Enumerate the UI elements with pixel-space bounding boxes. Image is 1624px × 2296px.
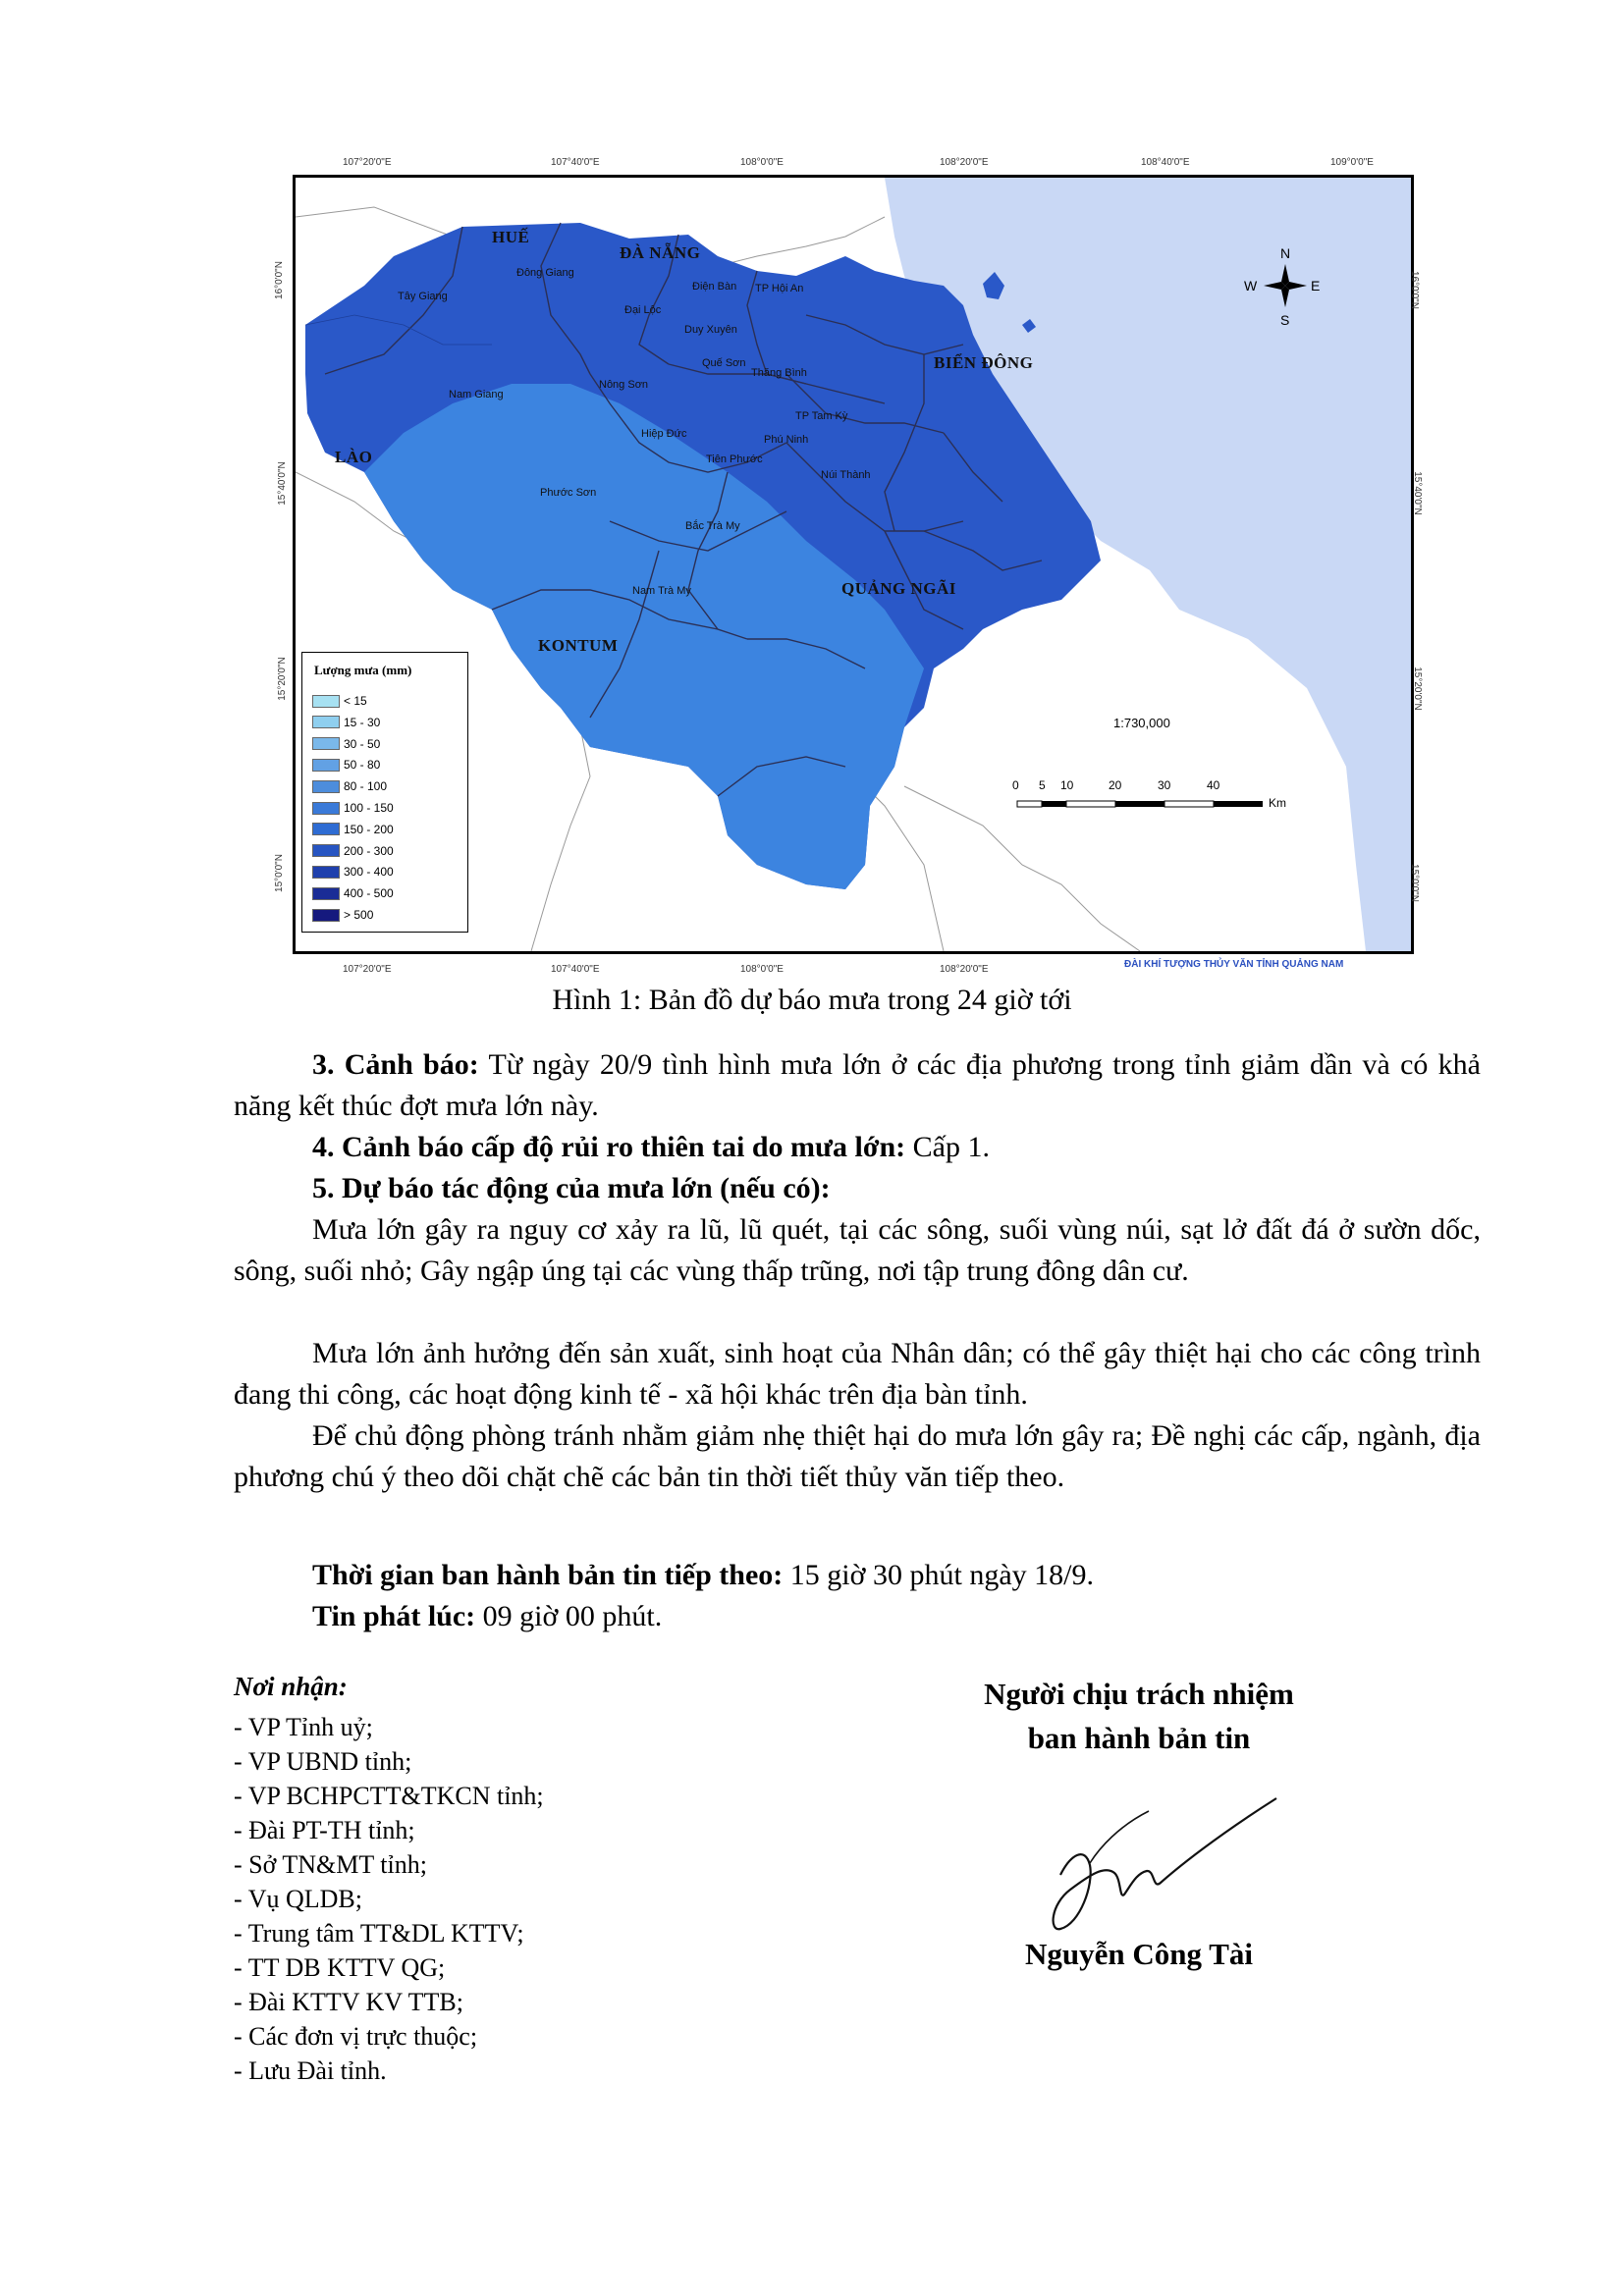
district-nong-son: Nông Sơn <box>599 379 649 391</box>
scale-tick-20: 20 <box>1109 778 1122 792</box>
district-phuoc-son: Phước Sơn <box>540 487 597 499</box>
legend-item <box>312 906 373 924</box>
section-4-text: Cấp 1. <box>905 1131 990 1163</box>
legend-label: < 15 <box>344 694 367 708</box>
district-nam-giang: Nam Giang <box>449 389 504 400</box>
scale-unit: Km <box>1269 796 1286 810</box>
section-4-label: 4. Cảnh báo cấp độ rủi ro thiên tai do mưa lớn: <box>312 1131 906 1163</box>
coord-right-1: 16°0'0"N <box>1408 271 1420 309</box>
section-5 <box>234 1168 1481 1209</box>
recipients-list <box>234 1710 544 2088</box>
region-da-nang: ĐÀ NẴNG <box>620 243 701 262</box>
coord-right-4: 15°0'0"N <box>1408 864 1420 902</box>
signer-title-line1: Người chịu trách nhiệm <box>984 1677 1294 1711</box>
district-dai-loc: Đại Lộc <box>624 304 662 316</box>
district-duy-xuyen: Duy Xuyên <box>684 324 737 336</box>
legend-label: 200 - 300 <box>344 843 394 858</box>
compass-e: E <box>1311 278 1321 294</box>
legend-swatch <box>312 716 340 728</box>
coord-left-1: 16°0'0"N <box>273 261 285 299</box>
coord-bottom-3: 108°0'0"E <box>740 964 784 975</box>
section-3 <box>234 1044 1481 1127</box>
next-bulletin-label: Thời gian ban hành bản tin tiếp theo: <box>312 1559 784 1591</box>
legend-label: 80 - 100 <box>344 779 388 794</box>
legend-item <box>312 821 394 838</box>
compass-s: S <box>1280 312 1290 328</box>
recipient-item: - Vụ QLDB; <box>234 1885 362 1913</box>
district-tay-giang: Tây Giang <box>398 291 448 302</box>
signer-name: Nguyễn Công Tài <box>1025 1937 1253 1971</box>
impact-paragraph-2: Mưa lớn ảnh hưởng đến sản xuất, sinh hoạt của Nhân dân; có thể gây thiệt hại cho các công trình đang thi công, các hoạt động kinh tế - xã hội khác trên địa bàn tỉnh. <box>234 1337 1481 1411</box>
section-3-label: 3. Cảnh báo: <box>312 1048 479 1081</box>
legend-swatch <box>312 695 340 708</box>
recipient-item: - Đài KTTV KV TTB; <box>234 1988 463 2016</box>
legend-item <box>312 863 394 881</box>
coord-bottom-1: 107°20'0"E <box>343 964 392 975</box>
coord-top-5: 108°40'0"E <box>1141 157 1190 168</box>
coord-top-1: 107°20'0"E <box>343 157 392 168</box>
district-thang-binh: Thăng Bình <box>751 367 807 379</box>
issued-at-value: 09 giờ 00 phút. <box>475 1600 663 1632</box>
section-5-label: 5. Dự báo tác động của mưa lớn (nếu có): <box>312 1172 831 1204</box>
region-lao: LÀO <box>335 448 373 466</box>
legend-swatch <box>312 823 340 835</box>
recipient-item: - Trung tâm TT&DL KTTV; <box>234 1919 524 1948</box>
legend-swatch <box>312 909 340 922</box>
district-bac-tra-my: Bắc Trà My <box>685 520 740 532</box>
map-credit: ĐÀI KHÍ TƯỢNG THỦY VĂN TỈNH QUẢNG NAM <box>1124 959 1344 970</box>
figure-caption: Hình 1: Bản đồ dự báo mưa trong 24 giờ tới <box>552 984 1072 1016</box>
coord-top-2: 107°40'0"E <box>551 157 600 168</box>
legend-swatch <box>312 887 340 900</box>
coord-top-3: 108°0'0"E <box>740 157 784 168</box>
recipient-item: - Đài PT-TH tỉnh; <box>234 1816 415 1844</box>
legend-label: 400 - 500 <box>344 886 394 901</box>
scale-tick-10: 10 <box>1060 778 1074 792</box>
rainfall-forecast-map <box>293 175 1414 954</box>
impact-paragraph-3: Để chủ động phòng tránh nhằm giảm nhẹ thiệt hại do mưa lớn gây ra; Đề nghị các cấp, ngành, địa phương chú ý theo dõi chặt chẽ các bản tin thời tiết thủy văn tiếp theo. <box>234 1419 1481 1493</box>
legend-label: 50 - 80 <box>344 758 381 773</box>
scale-tick-30: 30 <box>1158 778 1171 792</box>
scale-tick-0: 0 <box>1012 778 1019 792</box>
recipient-item: - TT DB KTTV QG; <box>234 1953 446 1982</box>
scale-tick-40: 40 <box>1207 778 1220 792</box>
district-nam-tra-my: Nam Trà My <box>632 585 691 597</box>
district-hiep-duc: Hiệp Đức <box>641 428 687 440</box>
legend-swatch <box>312 802 340 815</box>
scale-bar <box>1017 801 1263 807</box>
legend-title: Lượng mưa (mm) <box>314 663 412 677</box>
legend-swatch <box>312 844 340 857</box>
legend-label: 300 - 400 <box>344 865 394 880</box>
compass-n: N <box>1280 245 1291 261</box>
section-4 <box>234 1127 1481 1168</box>
recipient-item: - VP Tỉnh uỷ; <box>234 1713 373 1741</box>
region-hue: HUẾ <box>492 228 530 246</box>
legend-label: 30 - 50 <box>344 736 381 751</box>
legend-item <box>312 842 394 860</box>
issued-at-label: Tin phát lúc: <box>312 1600 476 1632</box>
district-dien-ban: Điện Bàn <box>692 281 737 293</box>
legend-item <box>312 884 394 902</box>
legend-label: 15 - 30 <box>344 715 381 729</box>
district-nui-thanh: Núi Thành <box>821 469 871 481</box>
recipient-item: - Các đơn vị trực thuộc; <box>234 2022 478 2051</box>
district-dong-giang: Đông Giang <box>516 267 574 279</box>
compass-w: W <box>1244 278 1258 294</box>
coord-top-4: 108°20'0"E <box>940 157 989 168</box>
legend-item <box>312 756 380 774</box>
next-bulletin-value: 15 giờ 30 phút ngày 18/9. <box>783 1559 1094 1591</box>
region-kontum: KONTUM <box>538 636 619 655</box>
next-bulletin <box>234 1555 1481 1596</box>
legend-swatch <box>312 780 340 793</box>
region-bien-dong: BIỂN ĐÔNG <box>934 353 1034 372</box>
coord-bottom-2: 107°40'0"E <box>551 964 600 975</box>
coord-bottom-4: 108°20'0"E <box>940 964 989 975</box>
map-legend <box>301 652 468 933</box>
legend-item <box>312 799 394 817</box>
signer-title-line2: ban hành bản tin <box>1027 1721 1251 1755</box>
issued-at <box>234 1596 1481 1637</box>
district-hoi-an: TP Hội An <box>755 283 804 294</box>
impact-paragraph-1: Mưa lớn gây ra nguy cơ xảy ra lũ, lũ quét, tại các sông, suối vùng núi, sạt lở đất đá ở sườn dốc, sông, suối nhỏ; Gây ngập úng tại các vùng thấp trũng, nơi tập trung đông dân cư. <box>234 1213 1481 1287</box>
recipient-item: - VP BCHPCTT&TKCN tỉnh; <box>234 1782 544 1810</box>
region-quang-ngai: QUẢNG NGÃI <box>841 579 956 598</box>
coord-left-4: 15°0'0"N <box>273 854 285 892</box>
recipient-item: - Sở TN&MT tỉnh; <box>234 1850 427 1879</box>
scale-tick-5: 5 <box>1039 778 1046 792</box>
coord-left-2: 15°40'0"N <box>276 461 288 506</box>
legend-swatch <box>312 866 340 879</box>
legend-item <box>312 735 380 753</box>
district-tam-ky: TP Tam Kỳ <box>795 410 848 422</box>
section-3-text: Từ ngày 20/9 tình hình mưa lớn ở các địa phương trong tỉnh giảm dần và có khả năng kết thúc đợt mưa lớn này. <box>234 1048 1481 1122</box>
legend-swatch <box>312 737 340 750</box>
legend-item <box>312 692 367 710</box>
district-que-son: Quế Sơn <box>702 357 746 369</box>
recipient-item: - Lưu Đài tỉnh. <box>234 2056 387 2085</box>
legend-item <box>312 714 380 731</box>
coord-left-3: 15°20'0"N <box>276 657 288 701</box>
recipients-title: Nơi nhận: <box>234 1672 348 1701</box>
legend-item <box>312 777 387 795</box>
coord-right-2: 15°40'0"N <box>1411 471 1423 515</box>
legend-label: 150 - 200 <box>344 822 394 836</box>
legend-swatch <box>312 759 340 772</box>
signature-image <box>1031 1757 1286 1944</box>
coord-right-3: 15°20'0"N <box>1411 667 1423 711</box>
scale-ratio: 1:730,000 <box>1113 716 1170 730</box>
legend-label: > 500 <box>344 908 374 922</box>
coord-top-6: 109°0'0"E <box>1330 157 1374 168</box>
legend-label: 100 - 150 <box>344 801 394 815</box>
district-tien-phuoc: Tiên Phước <box>706 454 763 465</box>
district-phu-ninh: Phú Ninh <box>764 434 809 446</box>
recipient-item: - VP UBND tỉnh; <box>234 1747 412 1776</box>
